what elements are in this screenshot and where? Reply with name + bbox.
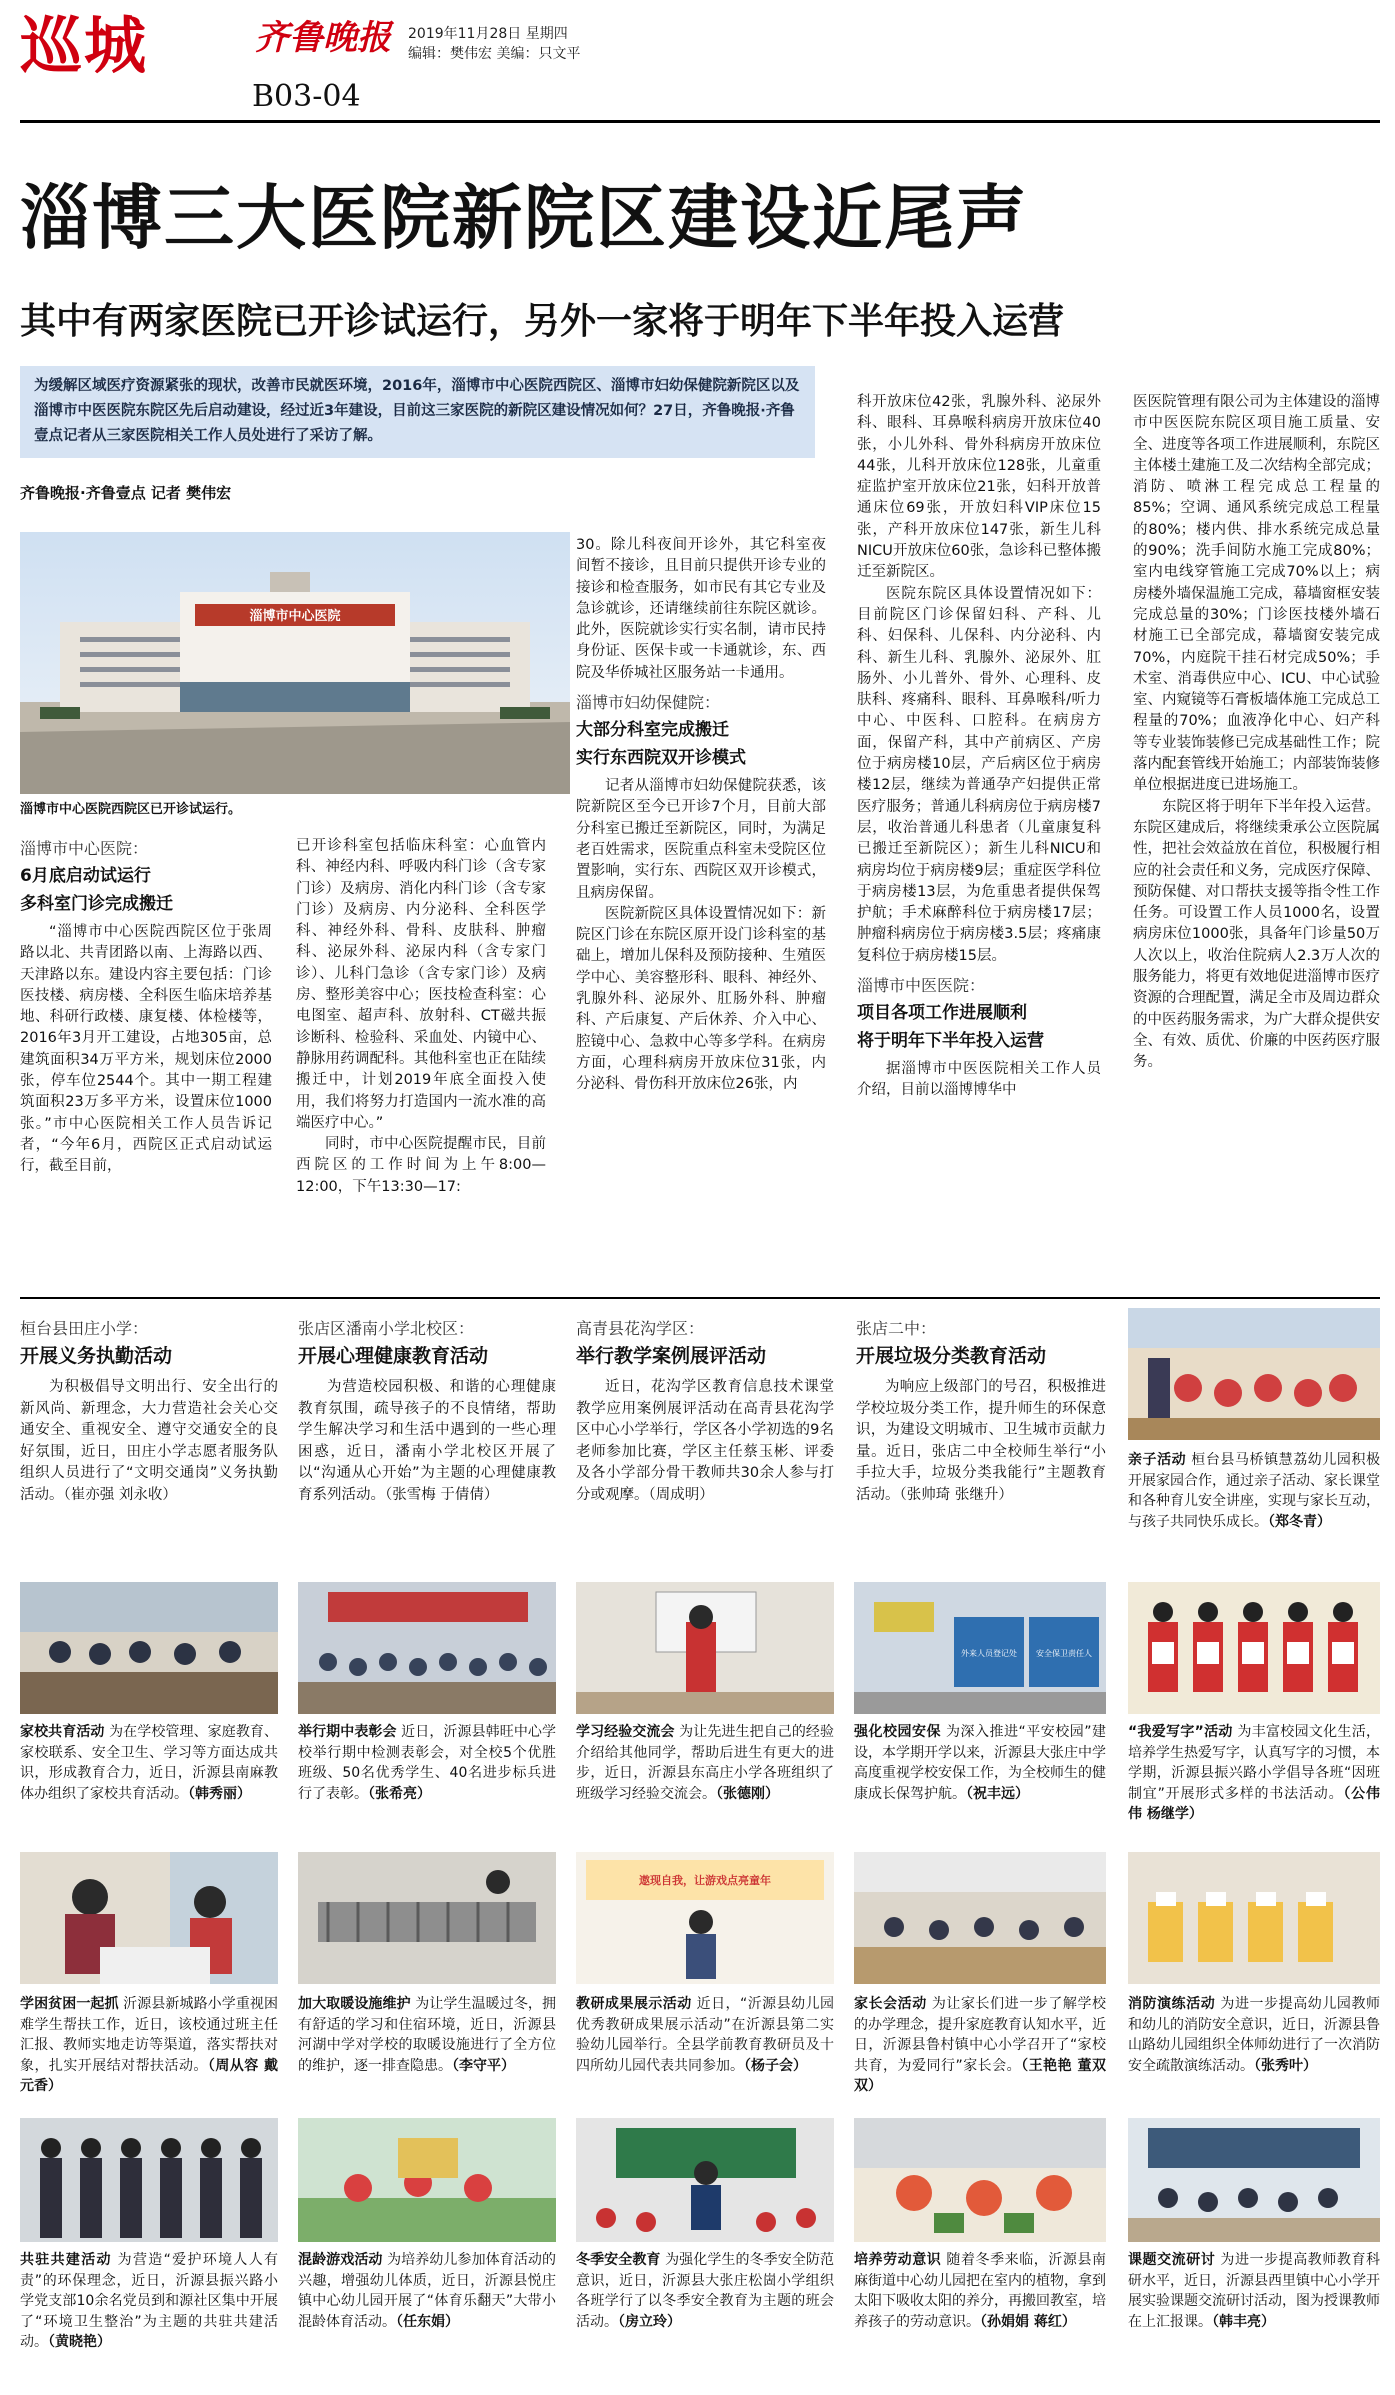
gallery-text: 近日，“沂源县幼儿园优秀教研成果展示活动”在沂源县第二实验幼儿园举行。全县学前教育教研员及十四所幼儿园代表共同参加。 [576, 1996, 835, 2074]
paragraph: 记者从淄博市妇幼保健院获悉，该院新院区至今已开诊7个月，目前大部分科室已搬迁至新院区，同时，为满足老百姓需求，医院重点科室未受院区位置影响，实行东、西院区双开诊模式，且病房保留。 [576, 778, 826, 901]
gallery-caption [298, 2250, 556, 2332]
school-item [576, 1317, 834, 1506]
masthead-rule [20, 120, 1380, 123]
gallery-title: 学困贫困一起抓 [20, 1996, 119, 2012]
gallery-caption [20, 1722, 278, 1804]
gallery-author: （李守平） [452, 2057, 515, 2074]
gallery-title: 消防演练活动 [1128, 1996, 1216, 2012]
gallery-photo [576, 1852, 834, 1984]
gallery-author: （杨子会） [744, 2057, 807, 2074]
article-col-4 [857, 392, 1101, 1102]
subheadline: 其中有两家医院已开诊试运行，另外一家将于明年下半年投入运营 [20, 301, 1065, 342]
school-title: 开展垃圾分类教育活动 [856, 1345, 1047, 1367]
article-col-2 [296, 836, 546, 1198]
school-body: 为响应上级部门的号召，积极推进学校垃圾分类工作，提升师生的环保意识，为建设文明城市、卫生城市贡献力量。近日，张店二中全校师生举行“小手拉大手，垃圾分类我能行”主题教育活动。（张帅琦 张继升） [856, 1379, 1106, 1503]
paragraph: 医院新院区具体设置情况如下：新院区门诊在东院区原开设门诊科室的基础上，增加儿保科及预防接种、生殖医学中心、美容整形科、眼科、神经外、乳腺外科、泌尿外、肛肠外科、肿瘤科、产后康复、产后休养、介入中心、腔镜中心、急救中心等多学科。在病房方面，心理科病房开放床位31张，内分泌科、骨伤科开放床位26张，内 [576, 905, 826, 1093]
gallery-author: （张秀叶） [1254, 2057, 1317, 2074]
gallery-author: （周从容 戴元香） [20, 2057, 279, 2094]
gallery-text: 为丰富校园文化生活，培养学生热爱写字，认真写字的习惯，本学期，沂源县振兴路小学倡导各班“因班制宜”开展形式多样的书法活动。 [1128, 1724, 1381, 1802]
paper-logo: 齐鲁晚报 [255, 18, 391, 58]
gallery-text: 桓台县马桥镇慧荔幼儿园积极开展家园合作，通过亲子活动、家长课堂和各种育儿安全讲座，实现与家长互动，与孩子共同快乐成长。 [1128, 1452, 1381, 1530]
gallery-title: 共驻共建活动 [20, 2252, 112, 2268]
issue-date: 2019年11月28日 星期四 [408, 26, 568, 42]
gallery-text: 随着冬季来临，沂源县南麻街道中心幼儿园把在室内的植物，拿到太阳下吸收太阳的养分，再搬回教室，培养孩子的劳动意识。 [854, 2252, 1107, 2330]
paragraph: 已开诊科室包括临床科室：心血管内科、神经内科、呼吸内科门诊（含专家门诊）及病房、消化内科门诊（含专家门诊）及病房、内分泌科、全科医学科、神经外科、骨科、皮肤科、肿瘤科、泌尿外科、泌尿内科（含专家门诊）、儿科门急诊（含专家门诊）及病房、整形美容中心；医技检查科室：心电图室、超声科、放射科、CT磁共振诊断科、检验科、采血处、内镜中心、静脉用药调配科。其他科室也正在陆续搬迁中，计划2019年底全面投入使用，我们将努力打造国内一流水准的高端医疗中心。” [296, 838, 546, 1131]
gallery-text: 为在学校管理、家庭教育、家校联系、安全卫生、学习等方面达成共识，形成教育合力，近日，沂源县南麻教体办组织了家校共育活动。 [20, 1724, 279, 1802]
gallery-author: （祝丰远） [966, 1785, 1029, 1802]
subhead-central-1: 6月底启动试运行 [20, 866, 151, 886]
gallery-photo [1128, 1582, 1380, 1714]
gallery-photo [1128, 2118, 1380, 2242]
gallery-text: 为让学生温暖过冬，拥有舒适的学习和住宿环境，近日，沂源县河湖中学对学校的取暖设施进行了全方位的维护，逐一排查隐患。 [298, 1996, 557, 2074]
lead-box: 为缓解区域医疗资源紧张的现状，改善市民就医环境，2016年，淄博市中心医院西院区、淄博市妇幼保健院新院区以及淄博市中医医院东院区先后启动建设，经过近3年建设，目前这三家医院的新院区建设情况如何？27日，齐鲁晚报·齐鲁壹点记者从三家医院相关工作人员处进行了采访了解。 [20, 366, 815, 458]
gallery-text: 为强化学生的冬季安全防范意识，近日，沂源县大张庄松崮小学组织各班学行了以冬季安全教育为主题的班会活动。 [576, 2252, 835, 2330]
gallery-author: （韩丰亮） [1212, 2313, 1275, 2330]
gallery-caption [854, 1722, 1106, 1804]
paragraph: 30。除儿科夜间开诊外，其它科室夜间暂不接诊，且目前只提供开诊专业的接诊和检查服务，如市民有其它专业及急诊就诊，还请继续前往东院区就诊。此外，医院就诊实行实名制，请市民持身份证、医保卡或一卡通就诊，东、西院及华侨城社区服务站一卡通用。 [576, 537, 826, 681]
gallery-text: 为让先进生把自己的经验介绍给其他同学，帮助后进生有更大的进步，近日，沂源县东高庄小学各班组织了班级学习经验交流会。 [576, 1724, 835, 1802]
gallery-title: 课题交流研讨 [1128, 2252, 1216, 2268]
gallery-author: （公伟伟 杨继学） [1128, 1785, 1380, 1822]
gallery-text: 为进一步提高幼儿园教师和幼儿的消防安全意识，近日，沂源县鲁山路幼儿园组织全体师幼进行了一次消防安全疏散演练活动。 [1128, 1996, 1381, 2074]
gallery-author: （张德刚） [716, 1785, 779, 1802]
gallery-author: （任东娟） [396, 2313, 459, 2330]
subhead-maternal-1: 大部分科室完成搬迁 [576, 720, 729, 741]
headline: 淄博三大医院新院区建设近尾声 [20, 176, 1028, 259]
paragraph: 医院东院区具体设置情况如下：目前院区门诊保留妇科、产科、儿科、妇保科、儿保科、内分泌科、内科、新生儿科、乳腺外、泌尿外、肛肠外、小儿普外、骨外、心理科、皮肤科、疼痛科、眼科、耳鼻喉科/听力中心、中医科、口腔科。在病房方面，保留产科，其中产前病区、产房位于病房楼10层，产后病区位于病房楼12层，继续为普通孕产妇提供正常医疗服务；普通儿科病房位于病房楼7层，收治普通儿科患者（儿童康复科已搬迁至新院区）；新生儿科NICU和病房均位于病房楼9层；重症医学科位于病房楼13层，为危重患者提供保驾护航；手术麻醉科位于病房楼17层；肿瘤科病房位于病房楼3.5层；疼痛康复科位于病房楼15层。 [857, 585, 1101, 964]
editors: 编辑：樊伟宏 美编：只文平 [408, 46, 581, 62]
gallery-photo [854, 2118, 1106, 2242]
paragraph: 医医院管理有限公司为主体建设的淄博市中医医院东院区项目施工质量、安全、进度等各项工作进展顺利，东院区主体楼土建施工及二次结构全部完成；消防、喷淋工程完成总工程量的85%；空调、通风系统完成总工程量的80%；楼内供、排水系统完成总量的90%；洗手间防水施工完成80%；室内电线穿管施工完成70%以上；病房楼外墙保温施工完成，幕墙窗框安装完成总量的30%；门诊医技楼外墙石材施工已全部完成，幕墙窗安装完成70%，内庭院干挂石材完成50%；手术室、消毒供应中心、ICU、中心试验室、内窥镜等石膏板墙体施工完成总工程量的70%；血液净化中心、妇产科等专业装饰装修已完成基础性工作；院落内配套管线开始施工；内部装饰装修单位根据进度已进场施工。 [1133, 394, 1380, 794]
gallery-title: 混龄游戏活动 [298, 2252, 383, 2268]
paragraph: 据淄博市中医医院相关工作人员介绍，目前以淄博博华中 [857, 1061, 1101, 1099]
hospital-sign-text: 淄博市中心医院 [249, 609, 341, 624]
gallery-caption [854, 1994, 1106, 2097]
school-item [856, 1317, 1106, 1506]
gallery-photo [1128, 1308, 1380, 1440]
gallery-title: 家长会活动 [854, 1996, 927, 2012]
school-title: 开展义务执勤活动 [20, 1345, 173, 1367]
school-kicker: 高青县花沟学区： [576, 1319, 705, 1338]
gallery-text: 近日，沂源县韩旺中心学校举行期中检测表彰会，对全校5个优胜班级、50名优秀学生、40名进步标兵进行了表彰。 [298, 1724, 557, 1802]
school-item [298, 1317, 556, 1506]
hospital-photo [20, 532, 570, 794]
byline: 齐鲁晚报·齐鲁壹点 记者 樊伟宏 [20, 484, 232, 502]
subhead-maternal-2: 实行东西院双开诊模式 [576, 748, 746, 769]
gallery-author: （黄晓艳） [48, 2334, 111, 2350]
page-code: B03-04 [252, 79, 361, 114]
article-col-1 [20, 830, 272, 1178]
gallery-photo [20, 1852, 278, 1984]
school-body: 为营造校园积极、和谐的心理健康教育氛围，疏导孩子的不良情绪，帮助学生解决学习和生活中遇到的一些心理困惑，近日，潘南小学北校区开展了以“沟通从心开始”为主题的心理健康教育系列活动。（张雪梅 于倩倩） [298, 1379, 556, 1503]
gallery-author: （张希亮） [368, 1785, 431, 1802]
gallery-caption [576, 1722, 834, 1804]
gallery-caption [20, 1994, 278, 2097]
subhead-tcm-1: 项目各项工作进展顺利 [857, 1003, 1027, 1024]
gallery-title: 家校共育活动 [20, 1724, 105, 1740]
gallery-title: 强化校园安保 [854, 1724, 942, 1740]
gallery-title: 加大取暖设施维护 [298, 1996, 411, 2012]
gallery-photo [20, 1582, 278, 1714]
school-title: 开展心理健康教育活动 [298, 1345, 489, 1367]
gallery-title: 亲子活动 [1128, 1452, 1187, 1468]
school-item [20, 1317, 278, 1506]
gallery-author: （王艳艳 董双双） [854, 2057, 1106, 2094]
gallery-photo [298, 1582, 556, 1714]
gallery-text: 为营造“爱护环境人人有责”的环保理念，近日，沂源县振兴路小学党支部10余名党员到和源社区集中开展了“环境卫生整治”为主题的共驻共建活动。 [20, 2252, 278, 2350]
gallery-caption [854, 2250, 1106, 2332]
gallery-title: 举行期中表彰会 [298, 1724, 397, 1740]
school-title: 举行教学案例展评活动 [576, 1345, 767, 1367]
section-label-tcm-hospital: 淄博市中医医院： [857, 976, 986, 996]
gallery-photo [576, 1582, 834, 1714]
article-col-5 [1133, 392, 1380, 1074]
gallery-photo [20, 2118, 278, 2242]
gallery-photo [576, 2118, 834, 2242]
gallery-photo [1128, 1852, 1380, 1984]
photo-caption: 淄博市中心医院西院区已开诊试运行。 [20, 802, 242, 817]
masthead [20, 9, 1380, 114]
school-kicker: 张店二中： [856, 1319, 937, 1338]
gallery-title: 学习经验交流会 [576, 1724, 675, 1740]
gallery-text: 为培养幼儿参加体育活动的兴趣，增强幼儿体质，近日，沂源县悦庄镇中心幼儿园开展了“体育乐翻天”大带小混龄体育活动。 [298, 2252, 557, 2330]
gallery-caption [1128, 1722, 1380, 1825]
gallery-caption [1128, 1450, 1380, 1532]
photo-sign-right: 安全保卫责任人 [1036, 1649, 1092, 1658]
gallery-caption [1128, 1994, 1380, 2076]
gallery-author: （韩秀丽） [188, 1785, 251, 1802]
gallery-text: 沂源县新城路小学重视困难学生帮扶工作，近日，该校通过班主任汇报、教师实地走访等渠道，落实帮扶对象，扎实开展结对帮扶活动。 [20, 1996, 279, 2074]
section-name: 巡城 [20, 9, 149, 82]
paragraph: 科开放床位42张，乳腺外科、泌尿外科、眼科、耳鼻喉科病房开放床位40张，小儿外科、骨外科病房开放床位44张，儿科开放床位128张，儿童重症监护室开放床位21张，妇科开放普通床位69张，开放妇科VIP床位15张，产科开放床位147张，新生儿科NICU开放床位60张，急诊科已整体搬迁至新院区。 [857, 394, 1101, 581]
school-body: 近日，花沟学区教育信息技术课堂教学应用案例展评活动在高青县花沟学区中心小学举行，学区各小学初选的9名老师参加比赛，学区主任蔡玉彬、评委及各小学部分骨干教师共30余人参与打分或观摩。（周成明） [576, 1379, 834, 1503]
gallery-author: （房立玲） [618, 2313, 681, 2330]
paragraph: 同时，市中心医院提醒市民，目前西院区的工作时间为上午8:00—12:00，下午13:30—17: [296, 1136, 546, 1195]
gallery-photo [298, 1852, 556, 1984]
gallery-photo [854, 1582, 1106, 1714]
gallery-photo [854, 1852, 1106, 1984]
subhead-tcm-2: 将于明年下半年投入运营 [857, 1031, 1044, 1052]
gallery-text: 为让家长们进一步了解学校的办学理念，提升家庭教育认知水平，近日，沂源县鲁村镇中心小学召开了“家校共育，为爱同行”家长会。 [854, 1996, 1107, 2074]
gallery-caption [20, 2250, 278, 2353]
paragraph: “淄博市中心医院西院区位于张周路以北、共青团路以南、上海路以西、天津路以东。建设内容主要包括：门诊医技楼、病房楼、全科医生临床培养基地、科研行政楼、康复楼、体检楼等，2016年3月开工建设，占地305亩，总建筑面积34万平方米，规划床位2000张，停车位2544个。其中一期工程建筑面积23万多平方米，设置床位1000张。”市中心医院相关工作人员告诉记者，“今年6月，西院区正式启动试运行，截至目前， [20, 924, 272, 1175]
gallery-caption [1128, 2250, 1380, 2332]
gallery-title: 培养劳动意识 [854, 2252, 942, 2268]
school-kicker: 桓台县田庄小学： [20, 1319, 149, 1338]
section-label-maternal-hospital: 淄博市妇幼保健院： [576, 693, 721, 713]
subhead-central-2: 多科室门诊完成搬迁 [20, 894, 173, 914]
photo-sign-left: 外来人员登记处 [961, 1649, 1017, 1658]
gallery-caption [576, 1994, 834, 2076]
section-label-central-hospital: 淄博市中心医院： [20, 839, 149, 858]
gallery-title: 教研成果展示活动 [576, 1996, 692, 2012]
gallery-text: 为深入推进“平安校园”建设，本学期开学以来，沂源县大张庄中学高度重视学校安保工作，为全校师生的健康成长保驾护航。 [854, 1724, 1106, 1802]
section-divider [20, 1297, 1380, 1299]
school-kicker: 张店区潘南小学北校区： [298, 1319, 475, 1338]
paragraph: 东院区将于明年下半年投入运营。东院区建成后，将继续秉承公立医院属性，把社会效益放在首位，积极履行相应的社会责任和义务，完成医疗保障、预防保健、对口帮扶支援等指令性工作任务。可设置工作人员1000名，设置病房床位1000张，具备年门诊量50万人次以上，收治住院病人2.3万人次的服务能力，将更有效地促进淄博市医疗资源的合理配置，满足全市及周边群众的中医药服务需求，为广大群众提供安全、有效、质优、价廉的中医药医疗服务。 [1133, 798, 1380, 1071]
gallery-text: 为进一步提高教师教育科研水平，近日，沂源县西里镇中心小学开展实验课题交流研讨活动，图为授课教师在上汇报课。 [1128, 2252, 1381, 2330]
gallery-title: 冬季安全教育 [576, 2252, 661, 2268]
gallery-photo [298, 2118, 556, 2242]
gallery-author: （郑冬青） [1268, 1513, 1331, 1530]
stage-banner-text: 遨现自我，让游戏点亮童年 [639, 1874, 771, 1887]
gallery-caption [298, 1994, 556, 2076]
article-col-3 [576, 535, 826, 1096]
gallery-title: “我爱写字”活动 [1128, 1724, 1233, 1740]
gallery-caption [576, 2250, 834, 2332]
school-body: 为积极倡导文明出行、安全出行的新风尚、新理念，大力营造社会关心交通安全、重视安全、遵守交通安全的良好氛围，近日，田庄小学志愿者服务队组织人员进行了“文明交通岗”义务执勤活动。（崔亦强 刘永收） [20, 1379, 278, 1503]
gallery-caption [298, 1722, 556, 1804]
gallery-author: （孙娟娟 蒋红） [980, 2313, 1076, 2330]
